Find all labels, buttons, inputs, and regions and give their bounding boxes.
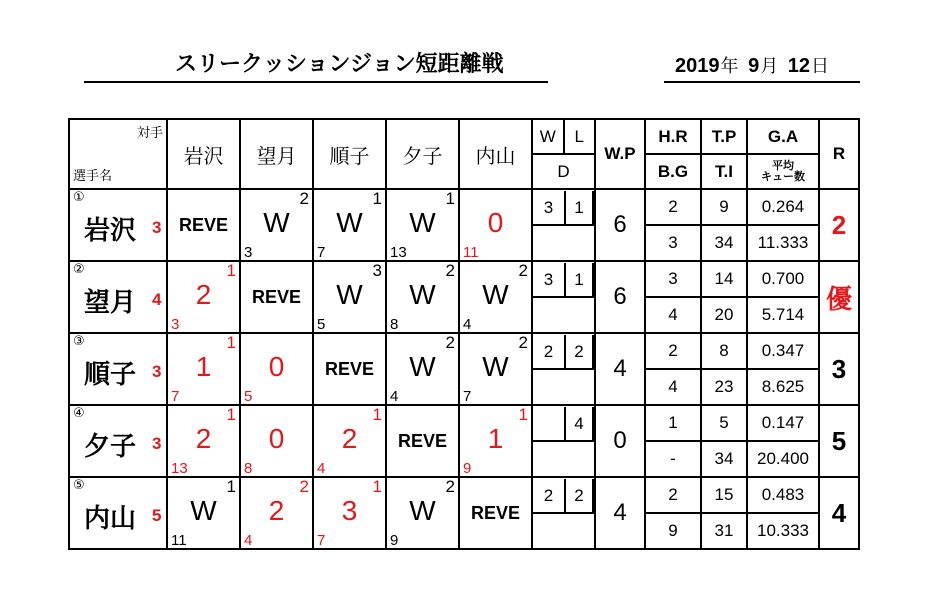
col-header-player: 内山 — [459, 119, 532, 189]
win-points: 4 — [595, 477, 645, 549]
match-score: W — [409, 279, 436, 310]
ti-header: T.I — [701, 154, 747, 189]
player-row — [69, 477, 859, 513]
player-name-cell — [69, 333, 167, 405]
high-run: 2 — [645, 477, 701, 513]
losses: 2 — [566, 479, 594, 512]
match-innings: 4 — [463, 316, 472, 333]
col-header-player: 岩沢 — [167, 119, 240, 189]
avg-cue-count: 11.333 — [747, 225, 819, 261]
col-header-player: 順子 — [313, 119, 386, 189]
loss-header: L — [574, 127, 584, 146]
match-high-run: 1 — [226, 405, 236, 424]
match-score: W — [263, 207, 290, 238]
match-result-cell — [386, 333, 459, 405]
reve-label: REVE — [178, 215, 229, 235]
hr-header: H.R — [645, 119, 701, 154]
match-result-cell — [167, 405, 240, 477]
match-result-cell — [313, 261, 386, 333]
reve-label: REVE — [324, 359, 375, 379]
match-score: 3 — [341, 495, 358, 526]
best-game: - — [645, 441, 701, 477]
win-points: 0 — [595, 405, 645, 477]
total-innings: 23 — [701, 369, 747, 405]
match-high-run: 2 — [445, 333, 455, 352]
match-result-cell — [459, 333, 532, 405]
draws — [532, 513, 595, 549]
wins: 2 — [533, 479, 566, 512]
player-number: ⑤ — [73, 478, 85, 493]
player-name: 順子 — [84, 360, 137, 390]
match-high-run: 1 — [518, 405, 528, 424]
match-high-run: 1 — [226, 261, 236, 280]
match-result-cell — [240, 477, 313, 549]
ga-header: G.A — [747, 119, 819, 154]
draw-header: D — [532, 154, 595, 189]
match-result-cell — [386, 477, 459, 549]
opponent-label: 対手 — [136, 126, 163, 141]
match-result-cell — [240, 189, 313, 261]
match-score: 2 — [195, 279, 212, 310]
match-innings: 5 — [244, 388, 253, 405]
match-result-cell — [313, 405, 386, 477]
general-average: 0.147 — [747, 405, 819, 441]
losses: 2 — [566, 335, 594, 368]
losses: 4 — [566, 407, 594, 440]
match-result-cell — [313, 189, 386, 261]
match-result-cell — [240, 405, 313, 477]
player-points: 3 — [152, 362, 162, 381]
match-innings: 3 — [171, 316, 180, 333]
win-loss-cell — [532, 189, 595, 225]
draws — [532, 297, 595, 333]
match-high-run: 1 — [372, 477, 382, 496]
match-high-run: 3 — [372, 261, 382, 280]
total-innings: 31 — [701, 513, 747, 549]
total-points: 14 — [701, 261, 747, 297]
match-score: W — [336, 279, 363, 310]
bg-header: B.G — [645, 154, 701, 189]
match-score: 2 — [268, 495, 285, 526]
player-points: 5 — [152, 506, 162, 525]
match-high-run: 1 — [372, 189, 382, 208]
player-points: 3 — [152, 434, 162, 453]
player-name: 夕子 — [84, 432, 137, 462]
avg-cue-header — [747, 154, 819, 189]
total-points: 15 — [701, 477, 747, 513]
rank-header: R — [819, 119, 859, 189]
high-run: 2 — [645, 333, 701, 369]
player-name: 内山 — [84, 504, 137, 534]
reve-label: REVE — [251, 287, 302, 307]
draws — [532, 369, 595, 405]
player-name: 岩沢 — [84, 216, 137, 246]
date — [675, 52, 833, 78]
match-result-cell — [313, 333, 386, 405]
general-average: 0.264 — [747, 189, 819, 225]
match-score: 2 — [341, 423, 358, 454]
match-score: 0 — [268, 351, 285, 382]
player-name-cell — [69, 477, 167, 549]
match-result-cell — [240, 333, 313, 405]
title-underline — [84, 81, 548, 83]
rank: 優 — [819, 261, 859, 333]
player-row — [69, 333, 859, 369]
match-score: W — [482, 351, 509, 382]
match-high-run: 2 — [518, 261, 528, 280]
match-innings: 11 — [463, 244, 479, 261]
match-innings: 5 — [317, 316, 326, 333]
total-points: 5 — [701, 405, 747, 441]
win-header: W — [533, 120, 565, 153]
total-innings: 34 — [701, 225, 747, 261]
best-game: 3 — [645, 225, 701, 261]
match-innings: 11 — [171, 532, 187, 549]
player-number: ① — [73, 190, 85, 205]
wins: 3 — [533, 191, 566, 224]
match-high-run: 2 — [299, 477, 309, 496]
match-result-cell — [459, 477, 532, 549]
match-innings: 4 — [390, 388, 399, 405]
player-number: ③ — [73, 334, 85, 349]
best-game: 4 — [645, 297, 701, 333]
match-score: 0 — [487, 207, 504, 238]
avg-cue-count: 20.400 — [747, 441, 819, 477]
wp-header: W.P — [595, 119, 645, 189]
match-score: W — [409, 207, 436, 238]
date-year-kanji: 年 — [720, 56, 739, 77]
tp-header: T.P — [701, 119, 747, 154]
high-run: 2 — [645, 189, 701, 225]
win-loss-cell — [532, 477, 595, 513]
match-innings: 7 — [171, 388, 180, 405]
col-header-player: 望月 — [240, 119, 313, 189]
match-high-run: 1 — [226, 333, 236, 352]
win-points: 4 — [595, 333, 645, 405]
player-points: 4 — [152, 290, 162, 309]
match-score: W — [482, 279, 509, 310]
player-name: 望月 — [84, 288, 137, 318]
results-table — [68, 118, 860, 550]
match-high-run: 2 — [518, 333, 528, 352]
player-row — [69, 261, 859, 297]
rank: 2 — [819, 189, 859, 261]
total-points: 8 — [701, 333, 747, 369]
best-game: 4 — [645, 369, 701, 405]
avg-cue-count: 5.714 — [747, 297, 819, 333]
match-innings: 8 — [244, 460, 253, 477]
total-innings: 20 — [701, 297, 747, 333]
wins: 3 — [533, 263, 566, 296]
match-score: W — [190, 495, 217, 526]
match-innings: 13 — [390, 244, 407, 261]
date-month: 9 — [748, 55, 760, 77]
general-average: 0.700 — [747, 261, 819, 297]
match-result-cell — [459, 261, 532, 333]
rank: 3 — [819, 333, 859, 405]
match-score: W — [336, 207, 363, 238]
losses: 1 — [566, 263, 594, 296]
match-high-run: 2 — [445, 261, 455, 280]
rank: 4 — [819, 477, 859, 549]
cue-count-label: キュー数 — [761, 170, 805, 183]
general-average: 0.483 — [747, 477, 819, 513]
player-number: ② — [73, 262, 85, 277]
match-score: 0 — [268, 423, 285, 454]
match-score: W — [409, 351, 436, 382]
match-high-run: 2 — [445, 477, 455, 496]
win-points: 6 — [595, 261, 645, 333]
high-run: 1 — [645, 405, 701, 441]
date-underline — [664, 81, 860, 83]
reve-label: REVE — [470, 503, 521, 523]
win-loss-cell — [532, 261, 595, 297]
match-result-cell — [167, 333, 240, 405]
match-innings: 9 — [390, 532, 399, 549]
match-result-cell — [386, 405, 459, 477]
wins — [533, 407, 566, 440]
match-result-cell — [167, 477, 240, 549]
corner-header — [69, 119, 167, 189]
win-points: 6 — [595, 189, 645, 261]
player-row — [69, 405, 859, 441]
match-high-run: 1 — [226, 477, 236, 496]
best-game: 9 — [645, 513, 701, 549]
match-high-run: 1 — [445, 189, 455, 208]
total-innings: 34 — [701, 441, 747, 477]
match-high-run: 2 — [299, 189, 309, 208]
general-average: 0.347 — [747, 333, 819, 369]
match-result-cell — [167, 189, 240, 261]
match-result-cell — [459, 405, 532, 477]
player-row — [69, 189, 859, 225]
match-innings: 7 — [463, 388, 472, 405]
date-year: 2019 — [675, 55, 720, 77]
losses: 1 — [566, 191, 594, 224]
match-innings: 8 — [390, 316, 399, 333]
match-result-cell — [459, 189, 532, 261]
player-points: 3 — [152, 218, 162, 237]
match-innings: 4 — [317, 460, 326, 477]
avg-label: 平均 — [772, 159, 794, 172]
draws — [532, 441, 595, 477]
match-score: 1 — [195, 351, 212, 382]
match-result-cell — [167, 261, 240, 333]
player-label: 選手名 — [73, 169, 113, 184]
match-score: 1 — [487, 423, 504, 454]
match-result-cell — [386, 189, 459, 261]
player-number: ④ — [73, 406, 85, 421]
date-day: 12 — [787, 55, 810, 77]
date-day-kanji: 日 — [811, 56, 829, 77]
match-innings: 9 — [463, 460, 472, 477]
win-loss-cell — [532, 405, 595, 441]
wl-header — [532, 119, 595, 154]
win-loss-cell — [532, 333, 595, 369]
player-name-cell — [69, 261, 167, 333]
match-innings: 7 — [317, 532, 326, 549]
player-name-cell — [69, 189, 167, 261]
high-run: 3 — [645, 261, 701, 297]
player-name-cell — [69, 405, 167, 477]
draws — [532, 225, 595, 261]
match-score: W — [409, 495, 436, 526]
match-innings: 3 — [244, 244, 253, 261]
date-month-kanji: 月 — [760, 56, 779, 77]
match-score: 2 — [195, 423, 212, 454]
match-innings: 13 — [171, 460, 188, 477]
avg-cue-count: 10.333 — [747, 513, 819, 549]
reve-label: REVE — [397, 431, 448, 451]
avg-cue-count: 8.625 — [747, 369, 819, 405]
match-high-run: 1 — [372, 405, 382, 424]
match-innings: 7 — [317, 244, 326, 261]
match-result-cell — [313, 477, 386, 549]
page-title: スリークッションジョン短距離戦 — [175, 52, 504, 77]
col-header-player: 夕子 — [386, 119, 459, 189]
match-result-cell — [240, 261, 313, 333]
total-points: 9 — [701, 189, 747, 225]
match-result-cell — [386, 261, 459, 333]
match-innings: 4 — [244, 532, 253, 549]
wins: 2 — [533, 335, 566, 368]
rank: 5 — [819, 405, 859, 477]
